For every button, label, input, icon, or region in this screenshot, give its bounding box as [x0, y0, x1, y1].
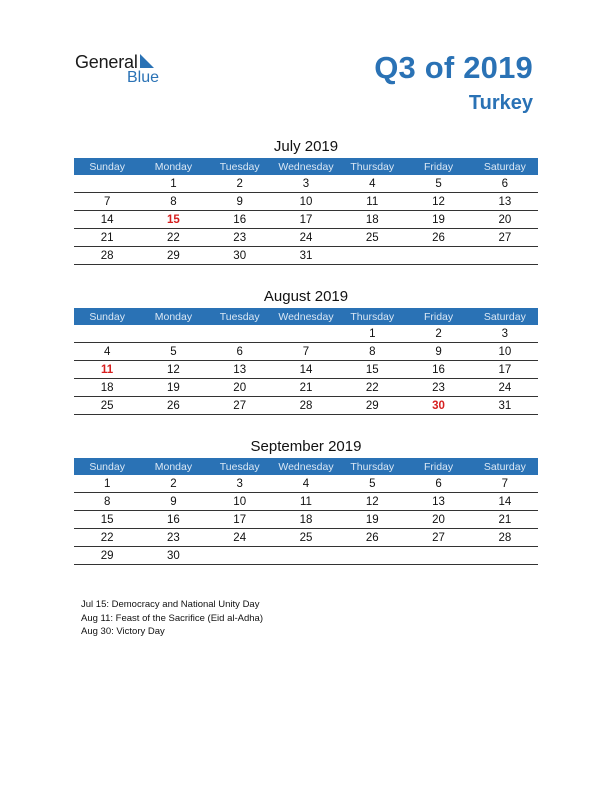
day-cell: 18: [339, 211, 405, 229]
day-cell: 19: [405, 211, 471, 229]
day-cell: 27: [472, 229, 538, 247]
month-july: [74, 136, 538, 265]
weekday-header: Thursday: [339, 458, 405, 475]
weekday-header: Saturday: [472, 308, 538, 325]
day-cell: 7: [273, 343, 339, 361]
weekday-header: Sunday: [74, 158, 140, 175]
day-cell: 5: [140, 343, 206, 361]
day-cell: 5: [405, 175, 471, 193]
weekday-header-row: [74, 458, 538, 475]
day-cell: 8: [74, 493, 140, 511]
empty-day-cell: [273, 547, 339, 565]
day-cell: 7: [74, 193, 140, 211]
day-cell: 29: [74, 547, 140, 565]
day-cell: 18: [273, 511, 339, 529]
day-cell: 17: [273, 211, 339, 229]
weekday-header: Monday: [140, 158, 206, 175]
week-row: [74, 325, 538, 343]
day-cell: 6: [472, 175, 538, 193]
weekday-header: Friday: [405, 308, 471, 325]
week-row: [74, 193, 538, 211]
day-cell: 10: [273, 193, 339, 211]
empty-day-cell: [74, 325, 140, 343]
empty-day-cell: [74, 175, 140, 193]
week-row: [74, 493, 538, 511]
weekday-header: Wednesday: [273, 308, 339, 325]
country-subtitle: Turkey: [468, 92, 533, 114]
weekday-header: Tuesday: [207, 458, 273, 475]
weekday-header: Saturday: [472, 458, 538, 475]
holiday-notes: [81, 598, 263, 639]
day-cell: 30: [207, 247, 273, 265]
weekday-header-row: [74, 158, 538, 175]
weekday-header: Tuesday: [207, 308, 273, 325]
day-cell: 3: [472, 325, 538, 343]
day-cell: 30: [140, 547, 206, 565]
day-cell: 14: [472, 493, 538, 511]
day-cell: 26: [339, 529, 405, 547]
day-cell: 17: [472, 361, 538, 379]
empty-day-cell: [405, 247, 471, 265]
weekday-header: Friday: [405, 158, 471, 175]
day-cell: 24: [273, 229, 339, 247]
week-row: [74, 361, 538, 379]
day-cell: 15: [74, 511, 140, 529]
day-cell: 16: [405, 361, 471, 379]
week-row: [74, 511, 538, 529]
day-cell: 23: [207, 229, 273, 247]
day-cell: 2: [140, 475, 206, 493]
week-row: [74, 475, 538, 493]
day-cell: 6: [405, 475, 471, 493]
day-cell: 6: [207, 343, 273, 361]
day-cell: 9: [207, 193, 273, 211]
day-cell: 26: [405, 229, 471, 247]
day-cell: 21: [273, 379, 339, 397]
day-cell: 15: [339, 361, 405, 379]
holiday-day-cell: 11: [74, 361, 140, 379]
day-cell: 31: [472, 397, 538, 415]
day-cell: 16: [207, 211, 273, 229]
day-cell: 2: [207, 175, 273, 193]
day-cell: 8: [339, 343, 405, 361]
day-cell: 19: [140, 379, 206, 397]
day-cell: 19: [339, 511, 405, 529]
day-cell: 20: [207, 379, 273, 397]
month-title: August 2019: [263, 288, 349, 305]
day-cell: 1: [140, 175, 206, 193]
day-cell: 12: [339, 493, 405, 511]
day-cell: 27: [207, 397, 273, 415]
logo-blue-text: Blue: [127, 69, 160, 86]
day-cell: 29: [339, 397, 405, 415]
day-cell: 22: [339, 379, 405, 397]
day-cell: 21: [472, 511, 538, 529]
day-cell: 29: [140, 247, 206, 265]
day-cell: 27: [405, 529, 471, 547]
weekday-header: Thursday: [339, 308, 405, 325]
day-cell: 4: [339, 175, 405, 193]
day-cell: 14: [273, 361, 339, 379]
logo-triangle-icon: [138, 54, 154, 68]
weekday-header: Sunday: [74, 308, 140, 325]
empty-day-cell: [339, 247, 405, 265]
page-title: Q3 of 2019: [374, 50, 533, 85]
day-cell: 25: [339, 229, 405, 247]
day-cell: 23: [140, 529, 206, 547]
week-row: [74, 247, 538, 265]
day-cell: 10: [207, 493, 273, 511]
weekday-header: Sunday: [74, 458, 140, 475]
month-september: [74, 436, 538, 565]
empty-day-cell: [140, 325, 206, 343]
empty-day-cell: [472, 547, 538, 565]
day-cell: 12: [405, 193, 471, 211]
empty-day-cell: [207, 325, 273, 343]
day-cell: 7: [472, 475, 538, 493]
weekday-header: Tuesday: [207, 158, 273, 175]
day-cell: 22: [140, 229, 206, 247]
day-cell: 23: [405, 379, 471, 397]
weekday-header: Friday: [405, 458, 471, 475]
day-cell: 13: [472, 193, 538, 211]
day-cell: 5: [339, 475, 405, 493]
day-cell: 3: [207, 475, 273, 493]
week-row: [74, 343, 538, 361]
week-row: [74, 175, 538, 193]
day-cell: 20: [405, 511, 471, 529]
day-cell: 28: [273, 397, 339, 415]
calendar-table: [74, 458, 538, 565]
weekday-header: Thursday: [339, 158, 405, 175]
day-cell: 9: [405, 343, 471, 361]
empty-day-cell: [339, 547, 405, 565]
day-cell: 22: [74, 529, 140, 547]
day-cell: 24: [472, 379, 538, 397]
day-cell: 1: [74, 475, 140, 493]
day-cell: 24: [207, 529, 273, 547]
holiday-day-cell: 30: [405, 397, 471, 415]
month-title: July 2019: [273, 138, 339, 155]
brand-logo: [75, 50, 185, 92]
day-cell: 17: [207, 511, 273, 529]
weekday-header: Wednesday: [273, 458, 339, 475]
month-title: September 2019: [250, 438, 362, 455]
day-cell: 20: [472, 211, 538, 229]
day-cell: 4: [273, 475, 339, 493]
logo-general-text: General: [75, 52, 138, 72]
day-cell: 10: [472, 343, 538, 361]
holiday-note: Aug 30: Victory Day: [81, 626, 165, 637]
day-cell: 28: [472, 529, 538, 547]
day-cell: 4: [74, 343, 140, 361]
day-cell: 2: [405, 325, 471, 343]
day-cell: 14: [74, 211, 140, 229]
week-row: [74, 529, 538, 547]
day-cell: 11: [339, 193, 405, 211]
empty-day-cell: [207, 547, 273, 565]
empty-day-cell: [405, 547, 471, 565]
week-row: [74, 211, 538, 229]
day-cell: 1: [339, 325, 405, 343]
empty-day-cell: [472, 247, 538, 265]
day-cell: 13: [405, 493, 471, 511]
day-cell: 31: [273, 247, 339, 265]
weekday-header: Wednesday: [273, 158, 339, 175]
empty-day-cell: [273, 325, 339, 343]
day-cell: 18: [74, 379, 140, 397]
day-cell: 11: [273, 493, 339, 511]
week-row: [74, 547, 538, 565]
weekday-header-row: [74, 308, 538, 325]
day-cell: 8: [140, 193, 206, 211]
day-cell: 26: [140, 397, 206, 415]
week-row: [74, 229, 538, 247]
day-cell: 9: [140, 493, 206, 511]
day-cell: 21: [74, 229, 140, 247]
weekday-header: Monday: [140, 458, 206, 475]
day-cell: 3: [273, 175, 339, 193]
day-cell: 13: [207, 361, 273, 379]
calendar-table: [74, 158, 538, 265]
holiday-note: Jul 15: Democracy and National Unity Day: [81, 599, 260, 610]
day-cell: 12: [140, 361, 206, 379]
day-cell: 25: [273, 529, 339, 547]
holiday-note: Aug 11: Feast of the Sacrifice (Eid al-Adha): [81, 612, 263, 624]
month-august: [74, 286, 538, 415]
holiday-day-cell: 15: [140, 211, 206, 229]
weekday-header: Saturday: [472, 158, 538, 175]
weekday-header: Monday: [140, 308, 206, 325]
day-cell: 25: [74, 397, 140, 415]
week-row: [74, 379, 538, 397]
day-cell: 16: [140, 511, 206, 529]
day-cell: 28: [74, 247, 140, 265]
calendar-table: [74, 308, 538, 415]
week-row: [74, 397, 538, 415]
